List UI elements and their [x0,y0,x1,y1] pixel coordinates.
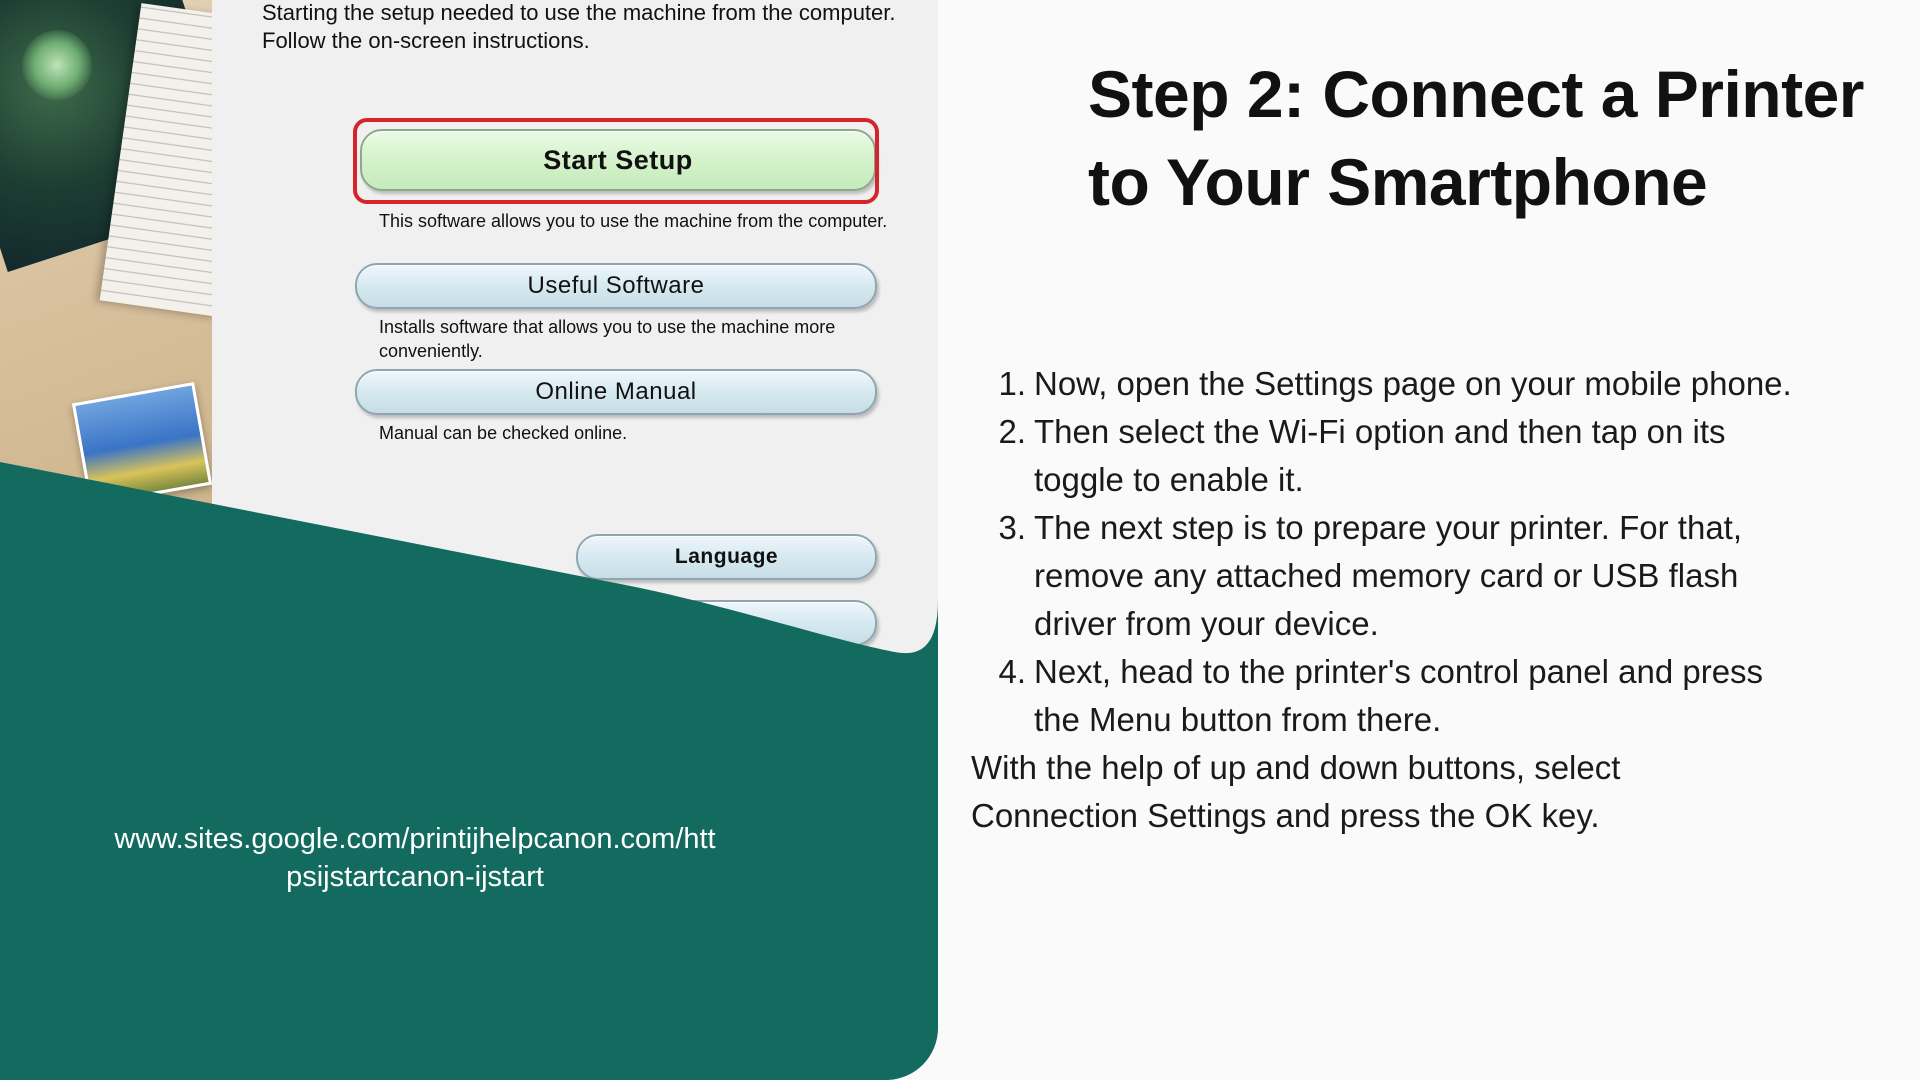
installer-screenshot-panel [0,0,938,1080]
language-button[interactable]: Language [576,534,877,580]
url-line-2: psijstartcanon-ijstart [286,861,544,893]
closing-note [971,744,1871,840]
step-2-line-1: Then select the Wi-Fi option and then tap on its [1034,413,1726,450]
note-line-2: Connection Settings and press the OK key. [971,797,1600,834]
step-3-line-2: remove any attached memory card or USB flash [1034,557,1739,594]
step-number: 3. [998,509,1026,546]
step-item [992,360,1892,408]
note-line-1: With the help of up and down buttons, select [971,749,1621,786]
step-4-line-1: Next, head to the printer's control panel and press [1034,653,1764,690]
useful-software-description-1: Installs software that allows you to use the machine more [379,317,836,337]
step-number: 4. [998,653,1026,690]
step-text [1034,504,1892,648]
url-line-1: www.sites.google.com/printijhelpcanon.com/htt [114,823,716,855]
start-setup-button[interactable]: Start Setup [360,129,876,191]
useful-software-button[interactable]: Useful Software [355,263,877,309]
green-wave-band [0,0,938,1080]
steps-list [992,360,1892,744]
step-item [992,648,1892,744]
step-text [1034,360,1892,408]
intro-line-1: Starting the setup needed to use the machine from the computer. [262,0,896,25]
green-wave-shape [0,462,938,1080]
title-line-1: Step 2: Connect a Printer [1088,57,1864,131]
useful-software-description-2: conveniently. [379,341,483,361]
step-2-line-2: toggle to enable it. [1034,461,1304,498]
step-text [1034,408,1892,504]
step-3-line-1: The next step is to prepare your printer. For that, [1034,509,1743,546]
online-manual-button[interactable]: Online Manual [355,369,877,415]
start-setup-description: This software allows you to use the machine from the computer. [379,211,888,231]
step-number: 1. [998,365,1026,402]
step-text [1034,648,1892,744]
step-item [992,408,1892,504]
step-1-line-1: Now, open the Settings page on your mobile phone. [1034,365,1792,402]
step-4-line-2: the Menu button from there. [1034,701,1442,738]
online-manual-description: Manual can be checked online. [379,423,628,443]
step-item [992,504,1892,648]
title-line-2: to Your Smartphone [1088,145,1708,219]
page-title [1088,50,1888,226]
step-3-line-3: driver from your device. [1034,605,1379,642]
step-number: 2. [998,413,1026,450]
intro-line-2: Follow the on-screen instructions. [262,28,590,53]
